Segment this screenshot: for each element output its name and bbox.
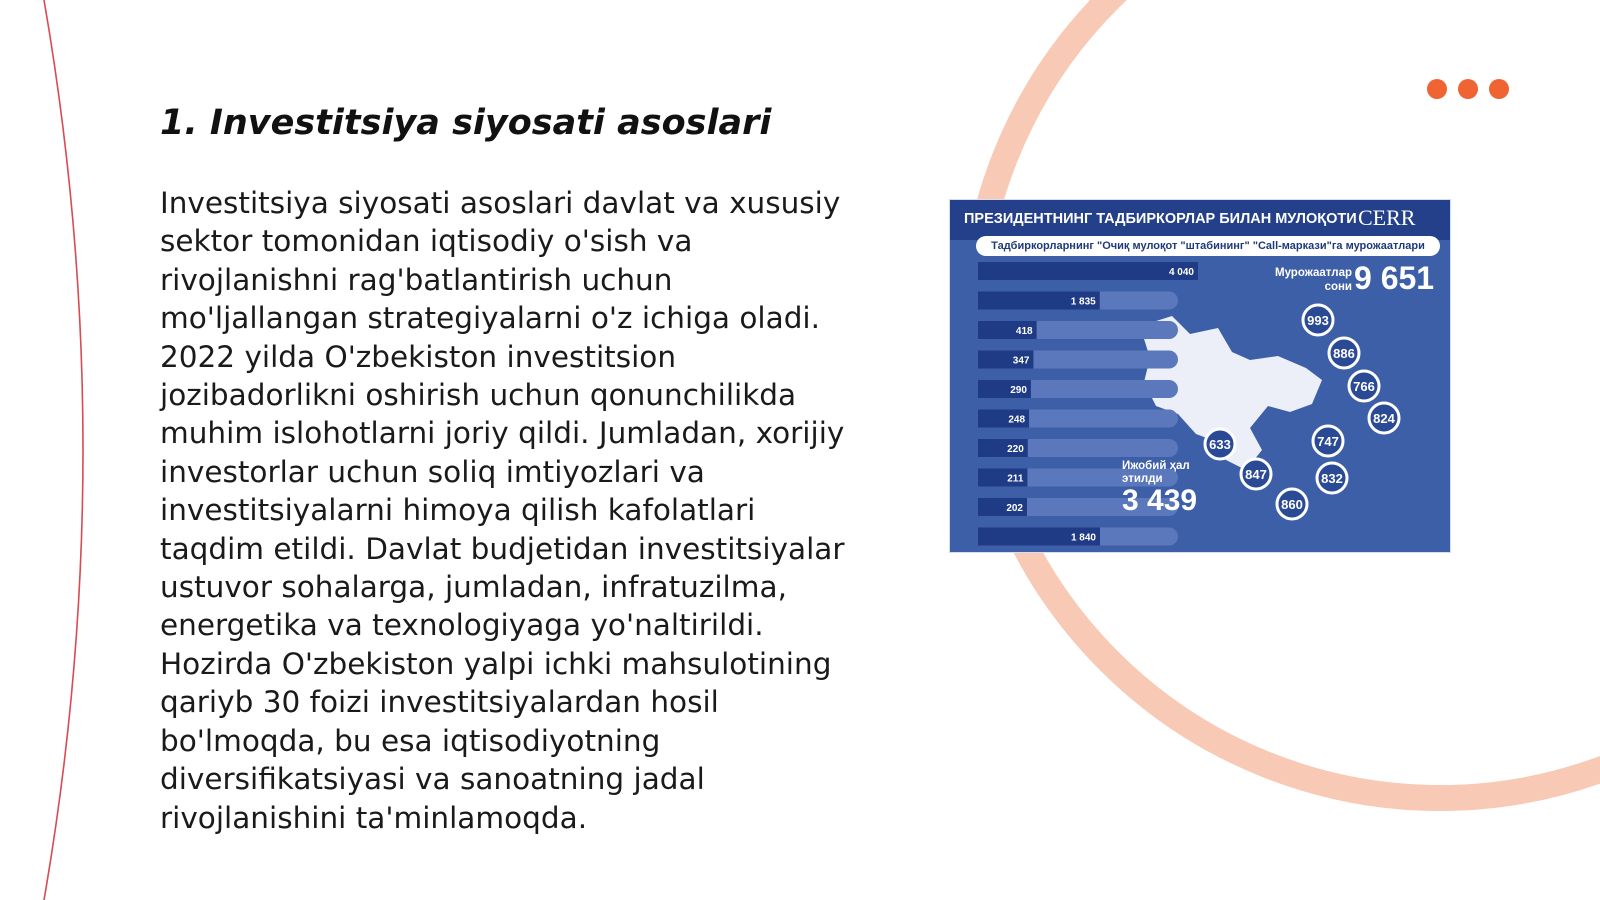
dot-1 bbox=[1427, 79, 1447, 99]
slide-body-text: Investitsiya siyosati asoslari davlat va xususiy sektor tomonidan iqtisodiy o'sish va rivojlanishni rag'batlantirish uchun mo'ljallangan strategiyalarni o'z ichiga oladi. 2022 yilda O'zbekiston investitsion jozibadorlikni oshirish uchun qonunchilikda muhim islohotlarni joriy qildi. Jumladan, xorijiy investorlar uchun soliq imtiyozlari va investitsiyalarni himoya qilish kafolatlari taqdim etildi. Davlat budjetidan investitsiyalar ustuvor sohalarga, jumladan, infratuzilma, energetika va texnologiyaga yo'naltirildi. Hozirda O'zbekiston yalpi ichki mahsulotining qariyb 30 foizi investitsiyalardan hosil bo'lmoqda, bu esa iqtisodiyotning diversifikatsiyasi va sanoatning jadal rivojlanishini ta'minlamoqda. bbox=[160, 186, 845, 835]
bubble-value-label: 633 bbox=[1209, 437, 1231, 452]
infographic-image bbox=[950, 200, 1450, 552]
bubble-value-label: 886 bbox=[1333, 346, 1355, 361]
bar-value-label: 4 040 bbox=[1168, 267, 1194, 278]
more-dots-icon bbox=[1427, 79, 1509, 99]
infographic-header bbox=[950, 200, 1450, 240]
bar-value-label: 202 bbox=[1006, 503, 1023, 514]
bubble-value-label: 993 bbox=[1307, 313, 1329, 328]
infographic-subtitle: Тадбиркорларнинг "Очиқ мулоқот "штабининг" "Call-маркази"га мурожаатлари bbox=[976, 236, 1440, 256]
bubble-value-label: 832 bbox=[1321, 471, 1343, 486]
bar-value-label: 1 840 bbox=[1070, 532, 1096, 544]
infographic-total-value: 9 651 bbox=[1354, 260, 1435, 296]
bubble-value-label: 824 bbox=[1373, 411, 1395, 426]
infographic-artwork bbox=[950, 256, 1450, 552]
infographic-title: ПРЕЗИДЕНТНИНГ ТАДБИРКОРЛАР БИЛАН МУЛОҚОТИ bbox=[964, 211, 1357, 227]
bar-value-label: 220 bbox=[1007, 444, 1024, 455]
infographic-solved-value: 3 439 bbox=[1122, 484, 1198, 517]
infographic-logo: CERR bbox=[1358, 205, 1416, 230]
bar-value-label: 1 835 bbox=[1070, 296, 1096, 308]
bar-value-label: 347 bbox=[1012, 355, 1030, 367]
infographic-total-label: Мурожаатлар сони bbox=[1274, 267, 1352, 293]
bubble-value-label: 766 bbox=[1353, 379, 1375, 394]
dot-3 bbox=[1489, 79, 1509, 99]
bubble-value-label: 847 bbox=[1245, 467, 1267, 482]
bar bbox=[978, 262, 1198, 280]
bubble-value-label: 860 bbox=[1281, 497, 1303, 512]
bar-value-label: 290 bbox=[1010, 385, 1027, 396]
dot-2 bbox=[1458, 79, 1478, 99]
bar-value-label: 418 bbox=[1015, 326, 1033, 337]
bubble-value-label: 747 bbox=[1317, 434, 1339, 449]
bar-value-label: 211 bbox=[1007, 473, 1024, 485]
bar-value-label: 248 bbox=[1008, 414, 1026, 426]
left-curve-line bbox=[44, 0, 83, 900]
infographic-solved-label: Ижобий ҳал этилди bbox=[1122, 460, 1190, 485]
slide-title: 1. Investitsiya siyosati asoslari bbox=[160, 103, 772, 143]
